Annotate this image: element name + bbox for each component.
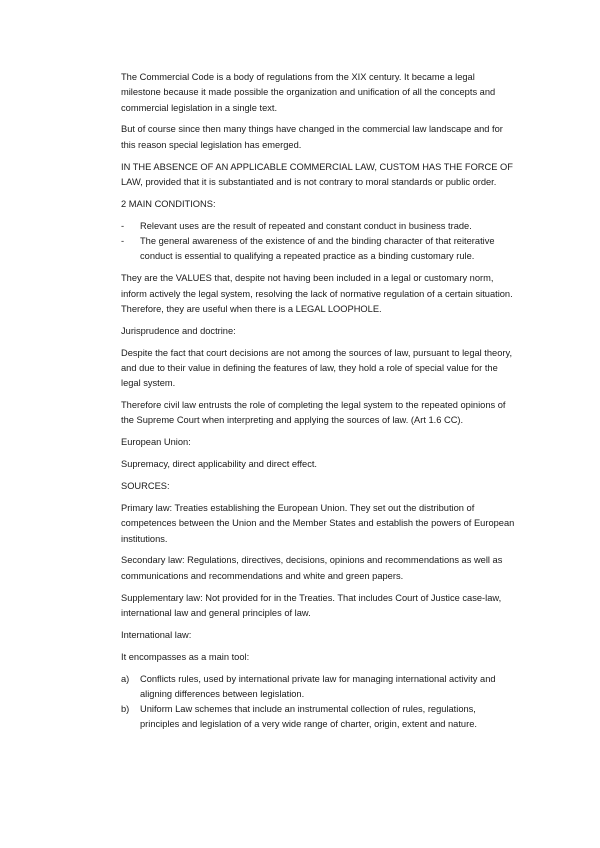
list-item-text: Uniform Law schemes that include an instrumental collection of rules, regulations, principles and legislation of a very wide range of charter, origin, extent and nature.: [140, 704, 477, 730]
conditions-list: [121, 219, 517, 265]
list-marker: a): [121, 673, 130, 684]
list-item-text: Relevant uses are the result of repeated and constant conduct in business trade.: [140, 220, 472, 231]
paragraph-primary-law: Primary law: Treaties establishing the European Union. They set out the distribution of competences between the Union and the Member States and establish the powers of European institutions.: [121, 502, 515, 544]
heading-european-union: European Union:: [121, 437, 191, 448]
list-item: [121, 702, 517, 733]
paragraph-special-legislation: But of course since then many things have changed in the commercial law landscape and for this reason special legislation has emerged.: [121, 124, 503, 150]
paragraph-secondary-law: Secondary law: Regulations, directives, decisions, opinions and recommendations as well as communications and recommendations and white and green papers.: [121, 555, 503, 581]
heading-jurisprudence: Jurisprudence and doctrine:: [121, 325, 236, 336]
document-body: [121, 70, 517, 739]
paragraph-custom-force-of-law: IN THE ABSENCE OF AN APPLICABLE COMMERCIAL LAW, CUSTOM HAS THE FORCE OF LAW, provided that it is substantiated and is not contrary to moral standards or public order.: [121, 161, 513, 187]
paragraph-court-decisions: Despite the fact that court decisions are not among the sources of law, pursuant to legal theory, and due to their value in defining the features of law, they hold a role of special value for the legal system.: [121, 347, 513, 389]
paragraph-supplementary-law: Supplementary law: Not provided for in the Treaties. That includes Court of Justice case-law, international law and general principles of law.: [121, 592, 502, 618]
paragraph-main-tool: It encompasses as a main tool:: [121, 651, 250, 662]
list-marker: -: [121, 236, 125, 247]
tools-list: [121, 672, 517, 733]
paragraph-supremacy: Supremacy, direct applicability and direct effect.: [121, 459, 318, 470]
list-item: [121, 219, 517, 234]
list-marker: b): [121, 704, 130, 715]
paragraph-values: They are the VALUES that, despite not having been included in a legal or customary norm, inform actively the legal system, resolving the lack of normative regulation of a certain situation. Therefore, they are useful when there is a LEGAL LOOPHOLE.: [121, 273, 513, 314]
list-item-text: Conflicts rules, used by international private law for managing international activity and aligning differences between legislation.: [140, 673, 496, 699]
list-marker: -: [121, 220, 125, 231]
paragraph-supreme-court: Therefore civil law entrusts the role of completing the legal system to the repeated opinions of the Supreme Court when interpreting and applying the sources of law. (Art 1.6 CC).: [121, 400, 506, 426]
paragraph-commercial-code: The Commercial Code is a body of regulations from the XIX century. It became a legal milestone because it made possible the organization and unification of all the concepts and commercial legislation in a single text.: [121, 72, 496, 113]
heading-international-law: International law:: [121, 629, 192, 640]
heading-sources: SOURCES:: [121, 481, 170, 492]
list-item: [121, 672, 517, 703]
heading-main-conditions: 2 MAIN CONDITIONS:: [121, 198, 216, 209]
list-item-text: The general awareness of the existence of and the binding character of that reiterative conduct is essential to qualifying a repeated practice as a binding customary rule.: [140, 236, 495, 262]
list-item: [121, 234, 517, 265]
